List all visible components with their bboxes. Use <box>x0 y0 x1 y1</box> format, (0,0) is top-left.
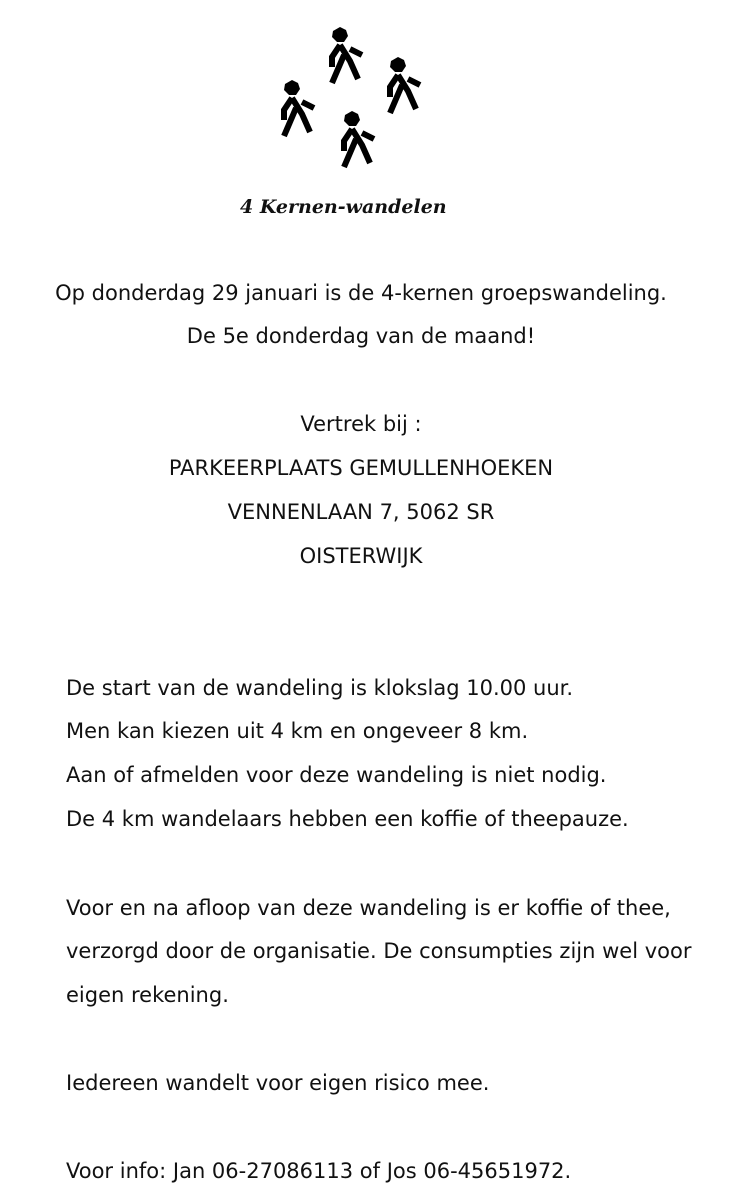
coffee-line: eigen rekening. <box>66 983 229 1007</box>
departure-line: Vertrek bij : <box>300 412 422 436</box>
info-line: Voor info: Jan 06-27086113 of Jos 06-45651972. <box>66 1159 572 1183</box>
risk-line: Iedereen wandelt voor eigen risico mee. <box>66 1071 490 1095</box>
intro-line: Op donderdag 29 januari is de 4-kernen groepswandeling. <box>55 281 667 305</box>
departure-line: PARKEERPLAATS GEMULLENHOEKEN <box>168 456 554 480</box>
details-line: De start van de wandeling is klokslag 10.00 uur. <box>66 676 574 700</box>
details-line: Men kan kiezen uit 4 km en ongeveer 8 km. <box>66 719 529 743</box>
intro-line: De 5e donderdag van de maand! <box>186 324 536 348</box>
details-line: De 4 km wandelaars hebben een koffie of theepauze. <box>66 807 629 831</box>
details-line: Aan of afmelden voor deze wandeling is niet nodig. <box>66 763 607 787</box>
logo-text: 4 Kernen-wandelen <box>240 196 447 218</box>
departure-line: OISTERWIJK <box>299 544 423 568</box>
coffee-line: Voor en na afloop van deze wandeling is er koffie of thee, <box>66 896 671 920</box>
coffee-line: verzorgd door de organisatie. De consumpties zijn wel voor <box>66 939 692 963</box>
walkers-logo-icon <box>270 25 460 195</box>
departure-line: VENNENLAAN 7, 5062 SR <box>227 500 495 524</box>
